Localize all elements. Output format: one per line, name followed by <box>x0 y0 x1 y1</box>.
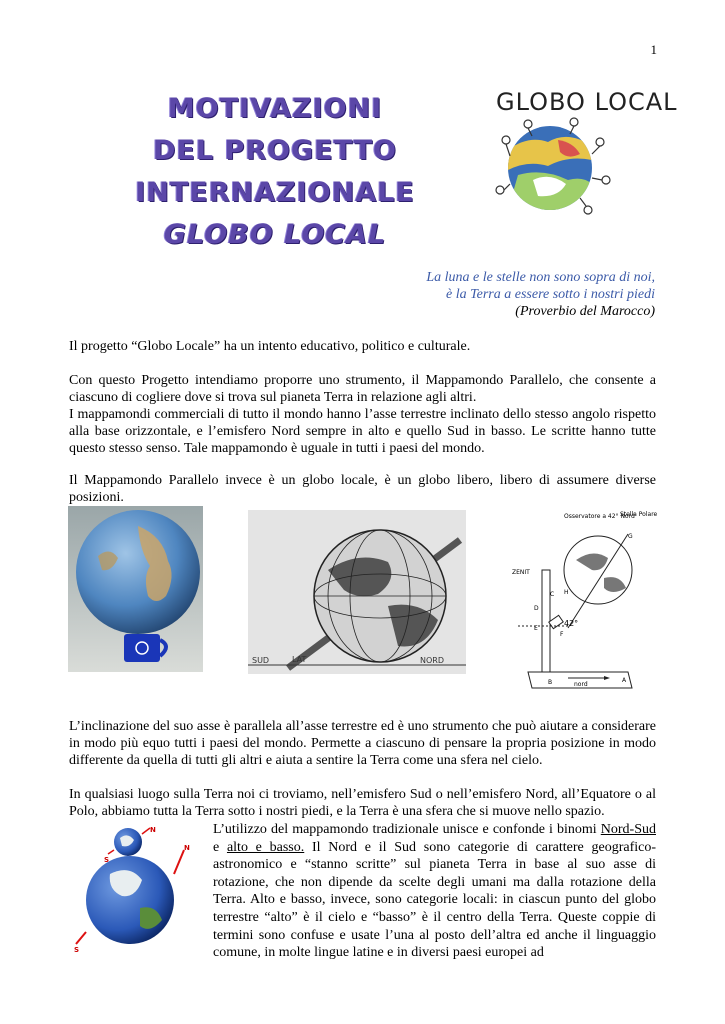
letter-e: E <box>534 625 538 632</box>
quote-line-1: La luna e le stelle non sono sopra di noi, <box>426 270 655 285</box>
label-angle: 42° <box>564 619 579 628</box>
letter-f: F <box>560 631 564 638</box>
parallel-globe-sketch <box>248 510 466 674</box>
paragraph-intro: Il progetto “Globo Locale” ha un intento educativo, politico e culturale. <box>69 339 471 354</box>
label-s-large: S <box>74 946 80 954</box>
label-nord: NORD <box>420 656 444 665</box>
p7-start: L’utilizzo del mappamondo tradizionale unisce e confonde i binomi <box>213 822 601 837</box>
title-line-4: GLOBO LOCAL <box>163 219 387 250</box>
paragraph-commercial-globes: I mappamondi commerciali di tutto il mondo hanno l’asse terrestre inclinato dello stesso angolo rispetto alla base orizzontale, e l’emisfero Nord sempre in alto e quello Sud in basso. Le scritte hanno tutte questo stesso senso. Tale mappamondo è uguale in tutti i paesi del mondo. <box>69 407 656 456</box>
p7-rest: Il Nord e il Sud sono categorie di carattere geografico-astronomico e “stanno scritte” sul pianeta Terra in base al suo asse di rotazione, che non dipende da scelte degli umani ma dalla rotazione della Terra. Alto e basso, invece, sono categorie locali: in ciascun punto del globo terrestre “alto” è il cielo e “basso” è il centro della Terra. Queste coppie di termini sono confuse e usate l’una al posto dell’altra ed anche il linguaggio comune, in molte lingue latine e in diversi paesi europei ad <box>213 839 656 961</box>
observer-diagram <box>508 508 658 692</box>
title-line-3: INTERNAZIONALE <box>135 177 415 208</box>
paragraph-axis-inclination: L’inclinazione del suo asse è parallela all’asse terrestre ed è uno strumento che può aiutare a considerare in modo più equo tutti i paesi del mondo. Permette a ciascuno di pensare la propria posizione in modo differente da quella di tutti gli altri e aiuta a sentire la Terra come una sfera nel cielo. <box>69 719 656 768</box>
p7-alto-basso: alto e basso. <box>226 839 305 855</box>
globe-photo <box>68 506 203 672</box>
page-number: 1 <box>650 42 657 57</box>
label-n-small: N <box>150 826 156 834</box>
label-lat: LAT <box>292 655 307 664</box>
globo-local-logo <box>488 80 678 222</box>
p7-nord-sud: Nord-Sud <box>600 822 656 837</box>
quote-line-2: è la Terra a essere sotto i nostri piedi <box>446 287 655 302</box>
paragraph-nord-sud <box>213 821 656 962</box>
label-n-large: N <box>184 844 190 852</box>
label-nord-arrow: nord <box>574 681 588 688</box>
paragraph-anywhere-on-earth: In qualsiasi luogo sulla Terra noi ci troviamo, nell’emisfero Sud o nell’emisfero Nord, all’Equatore o al Polo, abbiamo tutta la Terra sotto i nostri piedi, e la Terra è una sfera che si muove nello spazio. <box>69 787 656 819</box>
label-observer: Osservatore a 42° Nord <box>564 513 635 520</box>
letter-g: G <box>628 533 633 540</box>
document-title <box>110 88 440 256</box>
p7-mid: e <box>213 839 227 855</box>
title-line-2: DEL PROGETTO <box>152 135 397 166</box>
letter-a: A <box>622 677 627 684</box>
epigraph-quote <box>426 269 655 320</box>
two-globes-figure <box>70 824 200 958</box>
label-polaris: Stella Polare <box>620 511 658 518</box>
title-line-1: MOTIVAZIONI <box>167 93 383 124</box>
label-sud: SUD <box>252 656 270 665</box>
letter-h: H <box>564 589 569 596</box>
logo-text: GLOBO LOCAL <box>496 88 678 116</box>
label-zenit: ZENIT <box>512 569 530 576</box>
letter-b: B <box>548 679 553 686</box>
paragraph-project: Con questo Progetto intendiamo proporre uno strumento, il Mappamondo Parallelo, che consente a ciascuno di cogliere dove si trova sul pianeta Terra in relazione agli altri. <box>69 373 656 405</box>
paragraph-parallel-globe: Il Mappamondo Parallelo invece è un globo locale, è un globo libero, libero di assumere diverse posizioni. <box>69 473 656 505</box>
label-s-small: S <box>104 856 110 864</box>
letter-c: C <box>550 591 555 598</box>
letter-d: D <box>534 605 539 612</box>
quote-source: (Proverbio del Marocco) <box>515 304 655 319</box>
